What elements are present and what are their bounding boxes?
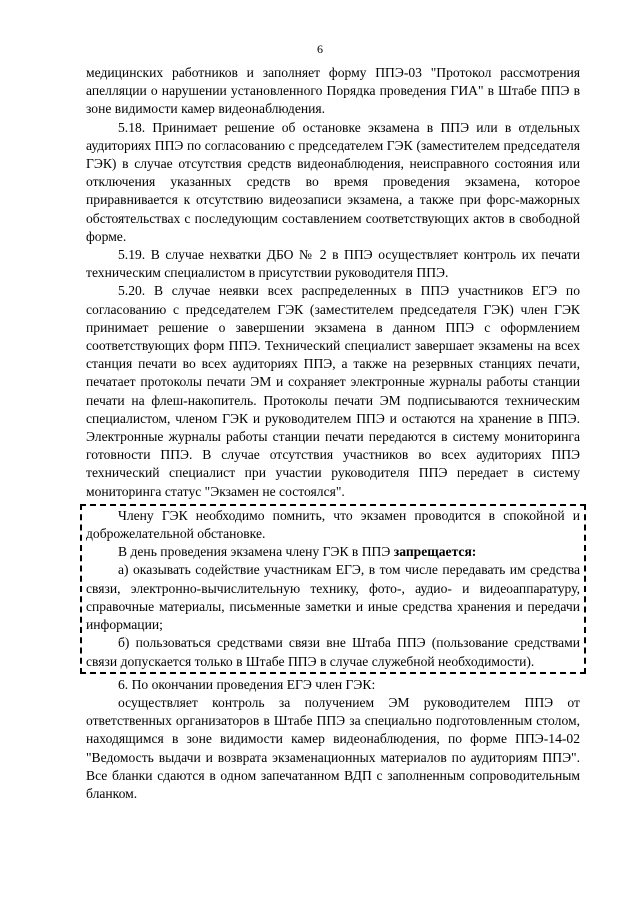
- paragraph-continuation: медицинских работников и заполняет форму ППЭ-03 "Протокол рассмотрения апелляции о нарушении установленного Порядка проведения ГИА" в Штабе ППЭ в зоне видимости камер видеонаблюдения.: [86, 65, 580, 117]
- document-body: [86, 64, 580, 803]
- notice-item-a: а) оказывать содействие участникам ЕГЭ, в том числе передавать им средства связи, электронно-вычислительную технику, фото-, аудио- и видеоаппаратуру, справочные материалы, письменные заметки и иные средства хранения и передачи информации;: [86, 562, 580, 633]
- section-6-heading: 6. По окончании проведения ЕГЭ член ГЭК:: [118, 676, 376, 692]
- notice-item-b: б) пользоваться средствами связи вне Штаба ППЭ (пользование средствами связи допускается только в Штабе ППЭ в случае служебной необходимости).: [86, 635, 580, 669]
- section-6-paragraph: осуществляет контроль за получением ЭМ руководителем ППЭ от ответственных организаторов в Штабе ППЭ за специально подготовленным столом, находящимся в зоне видимости камер видеонаблюдения, по форме ППЭ-14-02 "Ведомость выдачи и возврата экзаменационных материалов по аудиториям ППЭ". Все бланки сдаются в одном запечатанном ВДП с заполненным сопроводительным бланком.: [86, 694, 580, 801]
- paragraph-5-19: 5.19. В случае нехватки ДБО № 2 в ППЭ осуществляет контроль их печати техническим специалистом в присутствии руководителя ППЭ.: [86, 247, 580, 281]
- notice-prohibition-prefix: В день проведения экзамена члену ГЭК в ППЭ: [118, 544, 394, 560]
- page-number: 6: [317, 42, 323, 56]
- notice-prohibition-bold: запрещается:: [393, 544, 477, 560]
- notice-prohibition-heading: [86, 543, 580, 561]
- notice-reminder: Члену ГЭК необходимо помнить, что экзамен проводится в спокойной и доброжелательной обстановке.: [86, 507, 580, 542]
- paragraph-5-20: 5.20. В случае неявки всех распределенных в ППЭ участников ЕГЭ по согласованию с председателем ГЭК (заместителем председателя ГЭК) член ГЭК принимает решение о завершении экзамена в данном ППЭ с оформлением соответствующих форм ППЭ. Технический специалист завершает экзамены на всех станция печати во всех аудиториях ППЭ, а также на резервных станциях печати, печатает протоколы печати ЭМ и сохраняет электронные журналы работы станции печати на флеш-накопитель. Протоколы печати ЭМ подписываются техническим специалистом, членом ГЭК и руководителем ППЭ и остаются на хранение в ППЭ. Электронные журналы работы станции печати передаются в систему мониторинга готовности ППЭ. В случае отсутствия участников во всех аудиториях ППЭ технический специалист при участии руководителя ППЭ передает в систему мониторинга статус "Экзамен не состоялся".: [86, 283, 580, 499]
- paragraph-5-18: 5.18. Принимает решение об остановке экзамена в ППЭ или в отдельных аудиториях ППЭ по согласованию с председателем ГЭК (заместителем председателя ГЭК) в случае отсутствия средств видеонаблюдения, неисправного состояния или отключения указанных средств во время проведения экзамена, которое приравнивается к отсутствию видеозаписи экзамена, а также при форс-мажорных обстоятельствах с последующим составлением соответствующих актов в свободной форме.: [86, 119, 580, 244]
- notice-box: [80, 504, 586, 674]
